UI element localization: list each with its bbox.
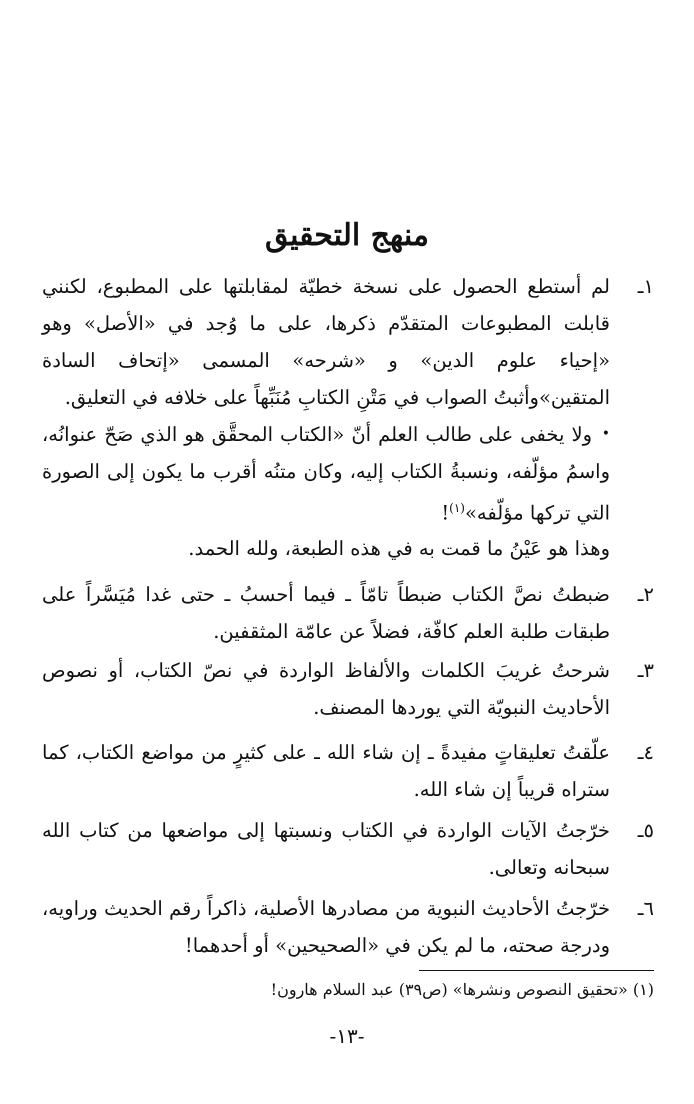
footnote: (١) «تحقيق النصوص ونشرها» (ص٣٩) عبد السلام هارون! <box>270 980 654 999</box>
list-item-1 <box>42 268 654 416</box>
item-text: لم أستطع الحصول على نسخة خطيّة لمقابلتها على المطبوع، لكنني قابلت المطبوعات المتقدّم ذكرها، على ما وُجد في «الأصل» وهو «إحياء علوم الدين» و «شرحه» المسمى «إتحاف السادة المتقين»وأثبتُ الصواب في مَتْنِ الكتابِ مُنَبِّهاً على خلافه في التعليق. <box>42 275 610 409</box>
item-number: ٦ـ <box>637 897 654 920</box>
bullet-paragraph <box>42 416 610 532</box>
item-number: ٥ـ <box>637 819 654 842</box>
item-number: ٢ـ <box>637 583 654 606</box>
item-text: خرّجتُ الأحاديث النبوية من مصادرها الأصلية، ذاكراً رقم الحديث وراويه، ودرجة صحته، ما لم يكن في «الصحيحين» أو أحدهما! <box>42 897 610 957</box>
item-number: ٤ـ <box>637 741 654 764</box>
closing-sentence: وهذا هو عَيْنُ ما قمت به في هذه الطبعة، ولله الحمد. <box>188 537 610 560</box>
list-item-3 <box>42 652 654 726</box>
footnote-divider <box>419 970 654 971</box>
page-title: منهج التحقيق <box>265 218 429 253</box>
item-number: ٣ـ <box>637 659 654 682</box>
bullet-text: ولا يخفى على طالب العلم أنّ «الكتاب المحقَّق هو الذي صَحّ عنوانُه، واسمُ مؤلّفه، ونسبةُ الكتاب إليه، وكان متنُه أقرب ما يكون إلى الصورة التي تركها مؤلّفه» <box>42 423 610 525</box>
list-item-2 <box>42 576 654 650</box>
list-item-4 <box>42 734 654 808</box>
item-text: علّقتُ تعليقاتٍ مفيدةً ـ إن شاء الله ـ على كثيرٍ من مواضع الكتاب، كما ستراه قريباً إن شاء الله. <box>42 741 610 801</box>
item-text: ضبطتُ نصَّ الكتاب ضبطاً تامّاً ـ فيما أحسبُ ـ حتى غدا مُيَسَّراً على طبقات طلبة العلم كافّة، فضلاً عن عامّة المثقفين. <box>42 583 610 643</box>
footnote-reference: (١) <box>449 501 465 515</box>
item-text: شرحتُ غريبَ الكلمات والألفاظ الواردة في نصّ الكتاب، أو نصوص الأحاديث النبويّة التي يوردها المصنف. <box>42 659 610 719</box>
list-item-5 <box>42 812 654 886</box>
bullet-end: ! <box>441 501 450 525</box>
list-item-6 <box>42 890 654 964</box>
item-number: ١ـ <box>637 275 654 298</box>
page-number: -١٣- <box>329 1024 365 1048</box>
item-text: خرّجتُ الآيات الواردة في الكتاب ونسبتها إلى مواضعها من كتاب الله سبحانه وتعالى. <box>42 819 610 879</box>
bullet-mark: • <box>601 426 610 442</box>
